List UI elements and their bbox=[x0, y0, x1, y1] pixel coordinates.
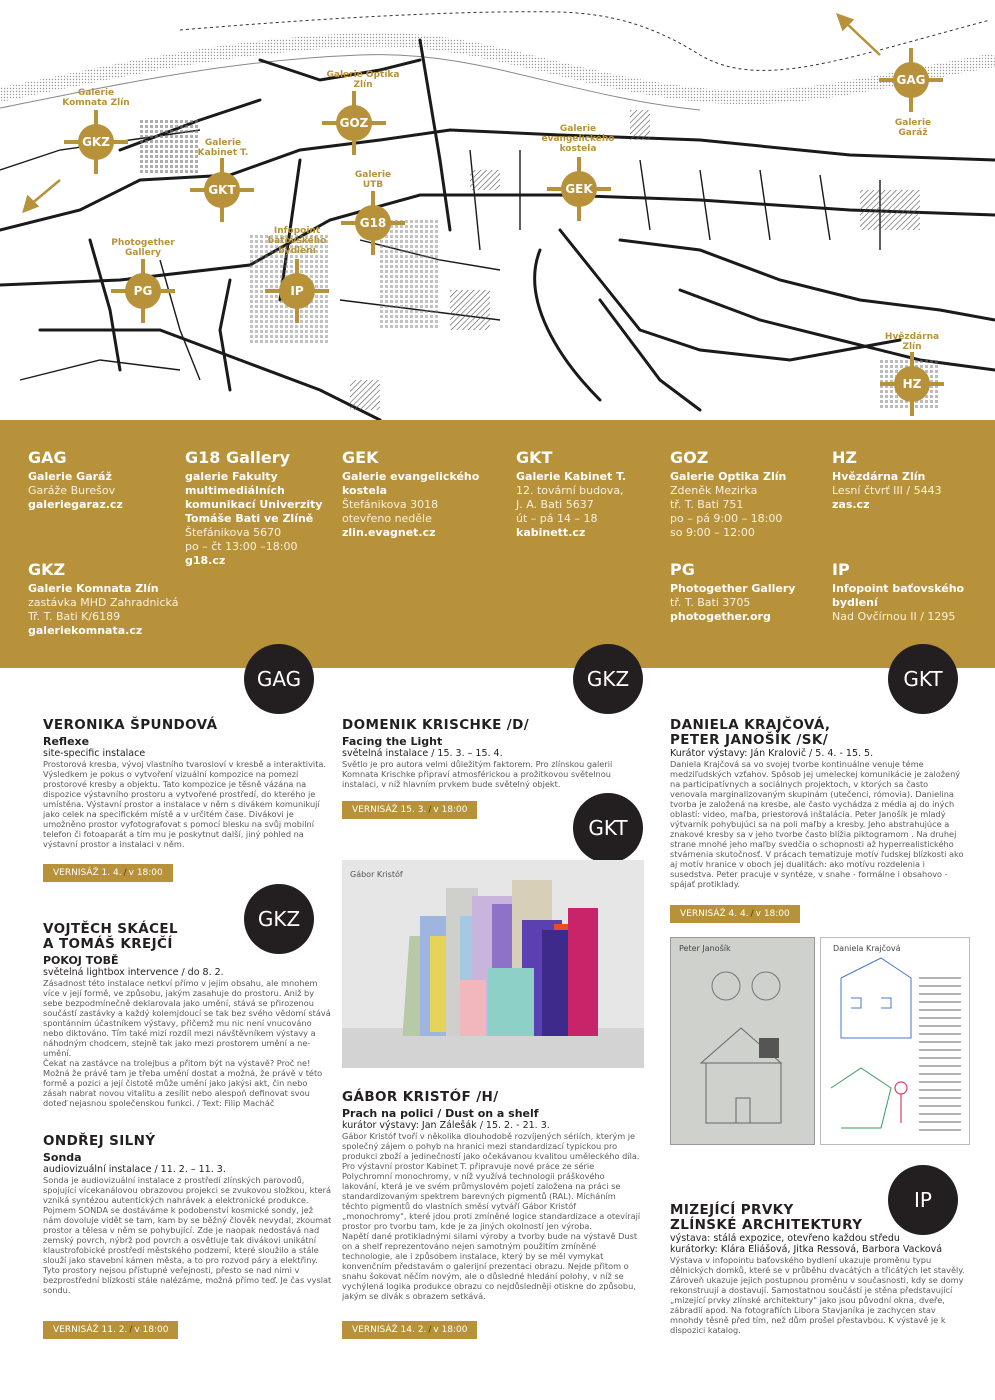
article-krischke bbox=[342, 718, 632, 789]
info-gkt bbox=[516, 448, 656, 540]
marker-label-gkz: Galerie Komnata Zlín bbox=[62, 88, 130, 108]
marker-gkt-code: GKT bbox=[208, 183, 236, 197]
marker-label-gkt: Galerie Kabinet T. bbox=[197, 138, 249, 158]
marker-hz[interactable] bbox=[894, 366, 930, 402]
article-title: VOJTĚCH SKÁCEL A TOMÁŠ KREJČÍ bbox=[43, 921, 179, 952]
info-g18-line: Štefánikova 5670 bbox=[185, 526, 282, 539]
panel bbox=[460, 980, 486, 1036]
info-g18-name: galerie Fakulty multimediálních komunikací Univerzity Tomáše Bati ve Zlíně bbox=[185, 470, 323, 525]
vernisage-date: VERNISÁŽ 1. 4. bbox=[53, 868, 122, 878]
info-gag-code: GAG bbox=[28, 448, 67, 467]
info-hz-line: Lesní čtvrť III / 5443 bbox=[832, 484, 942, 497]
info-gag-web[interactable]: galeriegaraz.cz bbox=[28, 498, 123, 511]
marker-pg[interactable] bbox=[125, 273, 161, 309]
article-krajcova bbox=[670, 718, 965, 889]
marker-label-goz: Galerie Optika Zlín bbox=[326, 70, 400, 90]
info-goz-line: tř. T. Bati 751 bbox=[670, 498, 744, 511]
marker-label-g18: Galerie UTB bbox=[354, 170, 392, 190]
article-text: Gábor Kristóf tvoří v několika dlouhodobě rozvíjených sériích, kterým je společný zájem o pohyb na hranici mezi standardizací typickou pro produkci zboží a jedinečností jako očekávanou kvalitou uměleckého díla. Pro výstavní prostor Kabinet T. připravuje nové práce ze série Polychromní monochromy, v níž využívá technologii práškového lakování, která je ve svém průmyslovém pojetí založena na práci se standardizovaným spektrem barevných pigmentů (RAL). Mícháním těchto pigmentů do vlastních směsí vytváří Gábor Kristóf „monochromy", které jdou proti zmíněné logice standardizace a otevírají prostor pro tvorbu tam, kde je za jiných okolností jen výroba. Napětí dané protikladnými silami výroby a tvorby bude na výstavě Dust on a shelf reprezentováno nejen samotným použitím zmíněné technologie, ale i způsobem instalace, který by se měl vymykat konvenčním představám o galerijní prezentaci obrazu. Nejde přitom o snahu šokovat něčím novým, ale o důsledné hledání polohy, v níž se vychýlená logika produkce obrazu co nejdůsledněji otiskne do způsobu, jakým se divák s obrazem setkává. bbox=[342, 1131, 641, 1301]
drawing-sketch bbox=[821, 938, 970, 1145]
info-gkt-code: GKT bbox=[516, 448, 553, 467]
marker-goz-code: GOZ bbox=[339, 116, 369, 130]
map[interactable] bbox=[0, 0, 995, 420]
info-gag-name: Galerie Garáž bbox=[28, 470, 112, 483]
article-title: GÁBOR KRISTÓF /H/ bbox=[342, 1089, 499, 1105]
article-title: ONDŘEJ SILNÝ bbox=[43, 1133, 156, 1149]
vernisage-time: v 18:00 bbox=[433, 805, 468, 815]
article-subtitle: výstava: stálá expozice, otevřeno každou středu bbox=[670, 1233, 900, 1244]
info-gek bbox=[342, 448, 492, 540]
info-gag-line: Garáže Burešov bbox=[28, 484, 116, 497]
article-title: VERONIKA ŠPUNDOVÁ bbox=[43, 717, 218, 733]
marker-label-pg: Photogether Gallery bbox=[111, 238, 175, 258]
info-pg-name: Photogether Gallery bbox=[670, 582, 796, 595]
article-title: DOMENIK KRISCHKE /D/ bbox=[342, 717, 530, 733]
info-hz-name: Hvězdárna Zlín bbox=[832, 470, 926, 483]
article-subtitle: audiovizuální instalace / 11. 2. – 11. 3. bbox=[43, 1164, 226, 1175]
info-hz-code: HZ bbox=[832, 448, 857, 467]
marker-ip-code: IP bbox=[290, 284, 304, 298]
vernisage-date: VERNISÁŽ 15. 3. bbox=[352, 805, 427, 815]
info-goz-line: so 9:00 – 12:00 bbox=[670, 526, 755, 539]
info-g18-code: G18 Gallery bbox=[185, 448, 291, 467]
marker-ip[interactable] bbox=[279, 273, 315, 309]
panel bbox=[568, 908, 598, 1036]
info-ip-line: Nad Ovčírnou II / 1295 bbox=[832, 610, 956, 623]
photo-caption: Gábor Kristóf bbox=[350, 870, 403, 879]
marker-gkz-code: GKZ bbox=[82, 135, 110, 149]
vernisage-time: v 18:00 bbox=[755, 909, 790, 919]
info-gek-line: Štefánikova 3018 bbox=[342, 498, 439, 511]
info-goz-line: Zdeněk Mezirka bbox=[670, 484, 758, 497]
badge-gkz: GKZ bbox=[244, 884, 314, 954]
article-work: Reflexe bbox=[43, 735, 90, 748]
info-gkt-line: 12. tovární budova, bbox=[516, 484, 624, 497]
badge-gkt: GKT bbox=[888, 644, 958, 714]
article-mizejici bbox=[670, 1203, 965, 1335]
marker-gag[interactable] bbox=[893, 62, 929, 98]
article-text: Zásadnost této instalace netkví přímo v jejím obsahu, ale mnohem více v její formě, ve způsobu, jakým zasahuje do prostoru. Aniž by sebe bezpodmínečně deklarovala jako umění, stává se přirozenou součástí zastávky a každý kolemjdoucí se tak bez svého vědomí stává spontánním účastníkem výstavy, přičemž mu nic není vnucováno nebo diktováno. Tím také mizí rozdíl mezi návštěvníkem výstavy a náhodným chodcem, stejně tak jako mezi prostorem umění a ne-umění. Čekat na zastávce na trolejbus a přitom být na výstavě? Proč ne! Možná že právě tam je třeba umění dostat a možná, že právě v této formě a pozici a její čistotě může umění jako jakýsi akt, čin nebo zásah nabrat novou vitalitu a zesílit nebo alespoň definovat svou doteď nejasnou společenskou funkci. / Text: Filip Macháč bbox=[43, 978, 331, 1108]
drawing-house bbox=[671, 938, 815, 1145]
info-gek-name: Galerie evangelického kostela bbox=[342, 470, 480, 497]
article-text: Sonda je audiovizuální instalace z prostředí zlínských parovodů, spojující vícekanálovou obrazovou projekci se zvukovou složkou, která vzniká syntézou autentických nahrávek a elektronické produkce. Pojmem SONDA se dostáváme k podobenství kosmické sondy, jež nám dovoluje vidět se tam, kam by se běžný člověk nevydal, zkoumat prostor a tělesa v něm se pohybující. Zde je naopak nedostává nad zemský povrch, nýbrž pod povrch a osvětluje tak divákovi unikátní klaustrofobické prostředí městského podzemí, které sloužilo a stále slouží jako stavební kámen města, a to pro rozvod páry a elektřiny. Tyto prostory nejsou přístupné veřejnosti, přesto se nad nimi v bezprostřední blízkosti stále nalézáme, možná přímo teď. Je čas vyslat sondu. bbox=[43, 1175, 332, 1295]
article-subtitle: site-specific instalace bbox=[43, 748, 146, 759]
marker-label-hz: Hvězdárna Zlín bbox=[884, 332, 940, 352]
info-gkt-name: Galerie Kabinet T. bbox=[516, 470, 627, 483]
vernisage-time: v 18:00 bbox=[134, 1325, 169, 1335]
info-gag bbox=[28, 448, 168, 512]
vernisage-date: VERNISÁŽ 11. 2. bbox=[53, 1325, 128, 1335]
marker-pg-code: PG bbox=[133, 284, 153, 298]
article-title: DANIELA KRAJČOVÁ, PETER JANOŠÍK /SK/ bbox=[670, 717, 831, 748]
map-streets bbox=[0, 0, 995, 420]
photo-janosik bbox=[670, 937, 815, 1145]
info-gkz-code: GKZ bbox=[28, 560, 66, 579]
article-text: Daniela Krajčová sa vo svojej tvorbe kontinuálne venuje téme medziľudských vzťahov. Spôsob jej umeleckej komunikácie je založený na participatívnych a sociálnych projektoch, v ktorých sa často venovala marginalizovaným skupinám (utečenci, rómovia). Danielina tvorba je založená na kresbe, ale často vychádza z média aj do iných oblastí: video, maľba, priestorová inštalácia. Peter Janošík je mladý výtvarník pohybujúci sa na poli maľby a kresby. Jeho abstrahujúce a znakové kresby sa v jeho tvorbe často blížia piktogramom . Na druhej strane mnohé jeho maľby svedčia o schopnosti až hyperrealistického stvárnenia skutočnosť. V prácach tematizuje motív ľudskej blízkosti ako aj motív hranice v oboch jej dualitách: ako motívu rozdelenia i susedstva. Peter pracuje v syntéze, v snahe - formálne i obsahovo - spájať protiklady. bbox=[670, 759, 964, 889]
vernisage-badge: VERNISÁŽ 4. 4. / v 18:00 bbox=[670, 905, 800, 923]
info-gkz-name: Galerie Komnata Zlín bbox=[28, 582, 159, 595]
article-text: Prostorová kresba, vývoj vlastního tvarosloví v kresbě a interaktivita. Výsledkem je pokus o vytvoření vizuální kompozice na pomezí prostorové kresby a objektu. Tato kompozice je těsně vázána na dispozice výstavního prostoru a vytvořené prostředí, do kterého je umístěna. Výstavní prostor a instalace v něm s divákem komunikují jako celek na specifickém místě a v určitém čase. Divákovi je umožněno prostor vyfotografovat s pomocí blesku na svůj mobilní telefon či fotoaparát a tím mu je poskytnut další, jiný pohled na výstavní prostor a instalaci v něm. bbox=[43, 759, 327, 849]
vernisage-date: VERNISÁŽ 14. 2. bbox=[352, 1325, 427, 1335]
article-title: MIZEJÍCÍ PRVKY ZLÍNSKÉ ARCHITEKTURY bbox=[670, 1202, 863, 1233]
article-curators: kurátorky: Klára Eliášová, Jitka Ressová, Barbora Vacková bbox=[670, 1244, 943, 1255]
info-pg bbox=[670, 560, 820, 624]
marker-label-ip: Infopoint baťovského bydlení bbox=[267, 226, 327, 256]
photo-krajcova bbox=[820, 937, 970, 1145]
info-gek-web[interactable]: zlin.evagnet.cz bbox=[342, 526, 436, 539]
info-g18 bbox=[185, 448, 335, 568]
article-work: Prach na polici / Dust on a shelf bbox=[342, 1107, 539, 1120]
info-gkt-web[interactable]: kabinett.cz bbox=[516, 526, 586, 539]
article-subtitle: kurátor výstavy: Jan Zálešák / 15. 2. - 21. 3. bbox=[342, 1120, 550, 1131]
vernisage-badge: VERNISÁŽ 14. 2. / v 18:00 bbox=[342, 1321, 477, 1339]
marker-label-gag: Galerie Garáž bbox=[894, 118, 932, 138]
info-g18-web[interactable]: g18.cz bbox=[185, 554, 226, 567]
article-spundova bbox=[43, 718, 333, 849]
article-text: Výstava v infopointu baťovského bydlení ukazuje proměnu typu dělnických domků, které se v průběhu dvacátých a třicátých let stavěly. Zároveň ukazuje jejich postupnou proměnu v současnosti, kdy se domy rekonstruují a dostavují. Samostatnou součástí je stěna představující „mizející prvky zlínské architektury" jako jsou původní okna, dveře, zábradlí apod. Na fotografiích Libora Stavjaníka je zachycen stav mnohdy těsně před tím, než dům prošel přestavbou. K výstavě je k dispozici katalog. bbox=[670, 1255, 965, 1335]
marker-gkt[interactable] bbox=[204, 172, 240, 208]
vernisage-badge: VERNISÁŽ 11. 2. / v 18:00 bbox=[43, 1321, 178, 1339]
marker-gkz[interactable] bbox=[78, 124, 114, 160]
article-skacel bbox=[43, 922, 333, 1108]
info-gkz-web[interactable]: galeriekomnata.cz bbox=[28, 624, 143, 637]
photo-kristof bbox=[342, 860, 644, 1068]
info-ip-name: Infopoint baťovského bydlení bbox=[832, 582, 965, 609]
article-text: Světlo je pro autora velmi důležitým faktorem. Pro zlínskou galerii Komnata Krischke připraví atmosférickou a prožitkovou světelnou instalaci, v níž hlavním prvkem bude světelný objekt. bbox=[342, 759, 613, 789]
badge-gkz: GKZ bbox=[573, 644, 643, 714]
info-gek-code: GEK bbox=[342, 448, 379, 467]
info-g18-line: po – čt 13:00 –18:00 bbox=[185, 540, 298, 553]
article-kristof bbox=[342, 1090, 642, 1301]
marker-gag-code: GAG bbox=[896, 73, 926, 87]
info-pg-web[interactable]: photogether.org bbox=[670, 610, 771, 623]
marker-label-gek: Galerie evangelického kostela bbox=[541, 124, 615, 154]
badge-gag: GAG bbox=[244, 644, 314, 714]
info-gkz-line: Tř. T. Bati K/6189 bbox=[28, 610, 121, 623]
info-ip bbox=[832, 560, 982, 624]
vernisage-badge: VERNISÁŽ 15. 3. / v 18:00 bbox=[342, 801, 477, 819]
info-ip-code: IP bbox=[832, 560, 850, 579]
info-gkt-line: út – pá 14 – 18 bbox=[516, 512, 598, 525]
info-goz bbox=[670, 448, 820, 540]
article-subtitle: světelná instalace / 15. 3. – 15. 4. bbox=[342, 748, 503, 759]
info-pg-line: tř. T. Bati 3705 bbox=[670, 596, 751, 609]
photo-caption: Daniela Krajčová bbox=[833, 944, 901, 953]
article-subtitle: Kurátor výstavy: Ján Kralovič / 5. 4. - 15. 5. bbox=[670, 748, 874, 759]
article-work: Facing the Light bbox=[342, 735, 443, 748]
info-gkz-line: zastávka MHD Zahradnická bbox=[28, 596, 179, 609]
vernisage-date: VERNISÁŽ 4. 4. bbox=[680, 909, 749, 919]
panel bbox=[542, 930, 568, 1036]
panel bbox=[488, 968, 534, 1036]
gallery-info-band bbox=[0, 420, 995, 668]
marker-goz[interactable] bbox=[336, 105, 372, 141]
info-goz-code: GOZ bbox=[670, 448, 709, 467]
article-work: Sonda bbox=[43, 1151, 82, 1164]
marker-gek[interactable] bbox=[561, 171, 597, 207]
info-goz-line: po – pá 9:00 – 18:00 bbox=[670, 512, 783, 525]
info-hz bbox=[832, 448, 982, 512]
marker-g18[interactable] bbox=[355, 205, 391, 241]
marker-hz-code: HZ bbox=[902, 377, 922, 391]
photo-caption: Peter Janošík bbox=[679, 944, 731, 953]
article-work: POKOJ TOBĚ bbox=[43, 954, 119, 967]
info-hz-web[interactable]: zas.cz bbox=[832, 498, 870, 511]
vernisage-time: v 18:00 bbox=[128, 868, 163, 878]
article-subtitle: světelná lightbox intervence / do 8. 2. bbox=[43, 967, 224, 978]
info-gkz bbox=[28, 560, 188, 638]
badge-ip: IP bbox=[888, 1165, 958, 1235]
vernisage-time: v 18:00 bbox=[433, 1325, 468, 1335]
info-gek-line: otevřeno neděle bbox=[342, 512, 432, 525]
vernisage-badge: VERNISÁŽ 1. 4. / v 18:00 bbox=[43, 864, 173, 882]
info-goz-name: Galerie Optika Zlín bbox=[670, 470, 787, 483]
marker-gek-code: GEK bbox=[565, 182, 593, 196]
article-silny bbox=[43, 1134, 333, 1295]
info-pg-code: PG bbox=[670, 560, 695, 579]
info-gkt-line: J. A. Bati 5637 bbox=[516, 498, 594, 511]
badge-gkt: GKT bbox=[573, 793, 643, 863]
marker-g18-code: G18 bbox=[359, 216, 387, 230]
